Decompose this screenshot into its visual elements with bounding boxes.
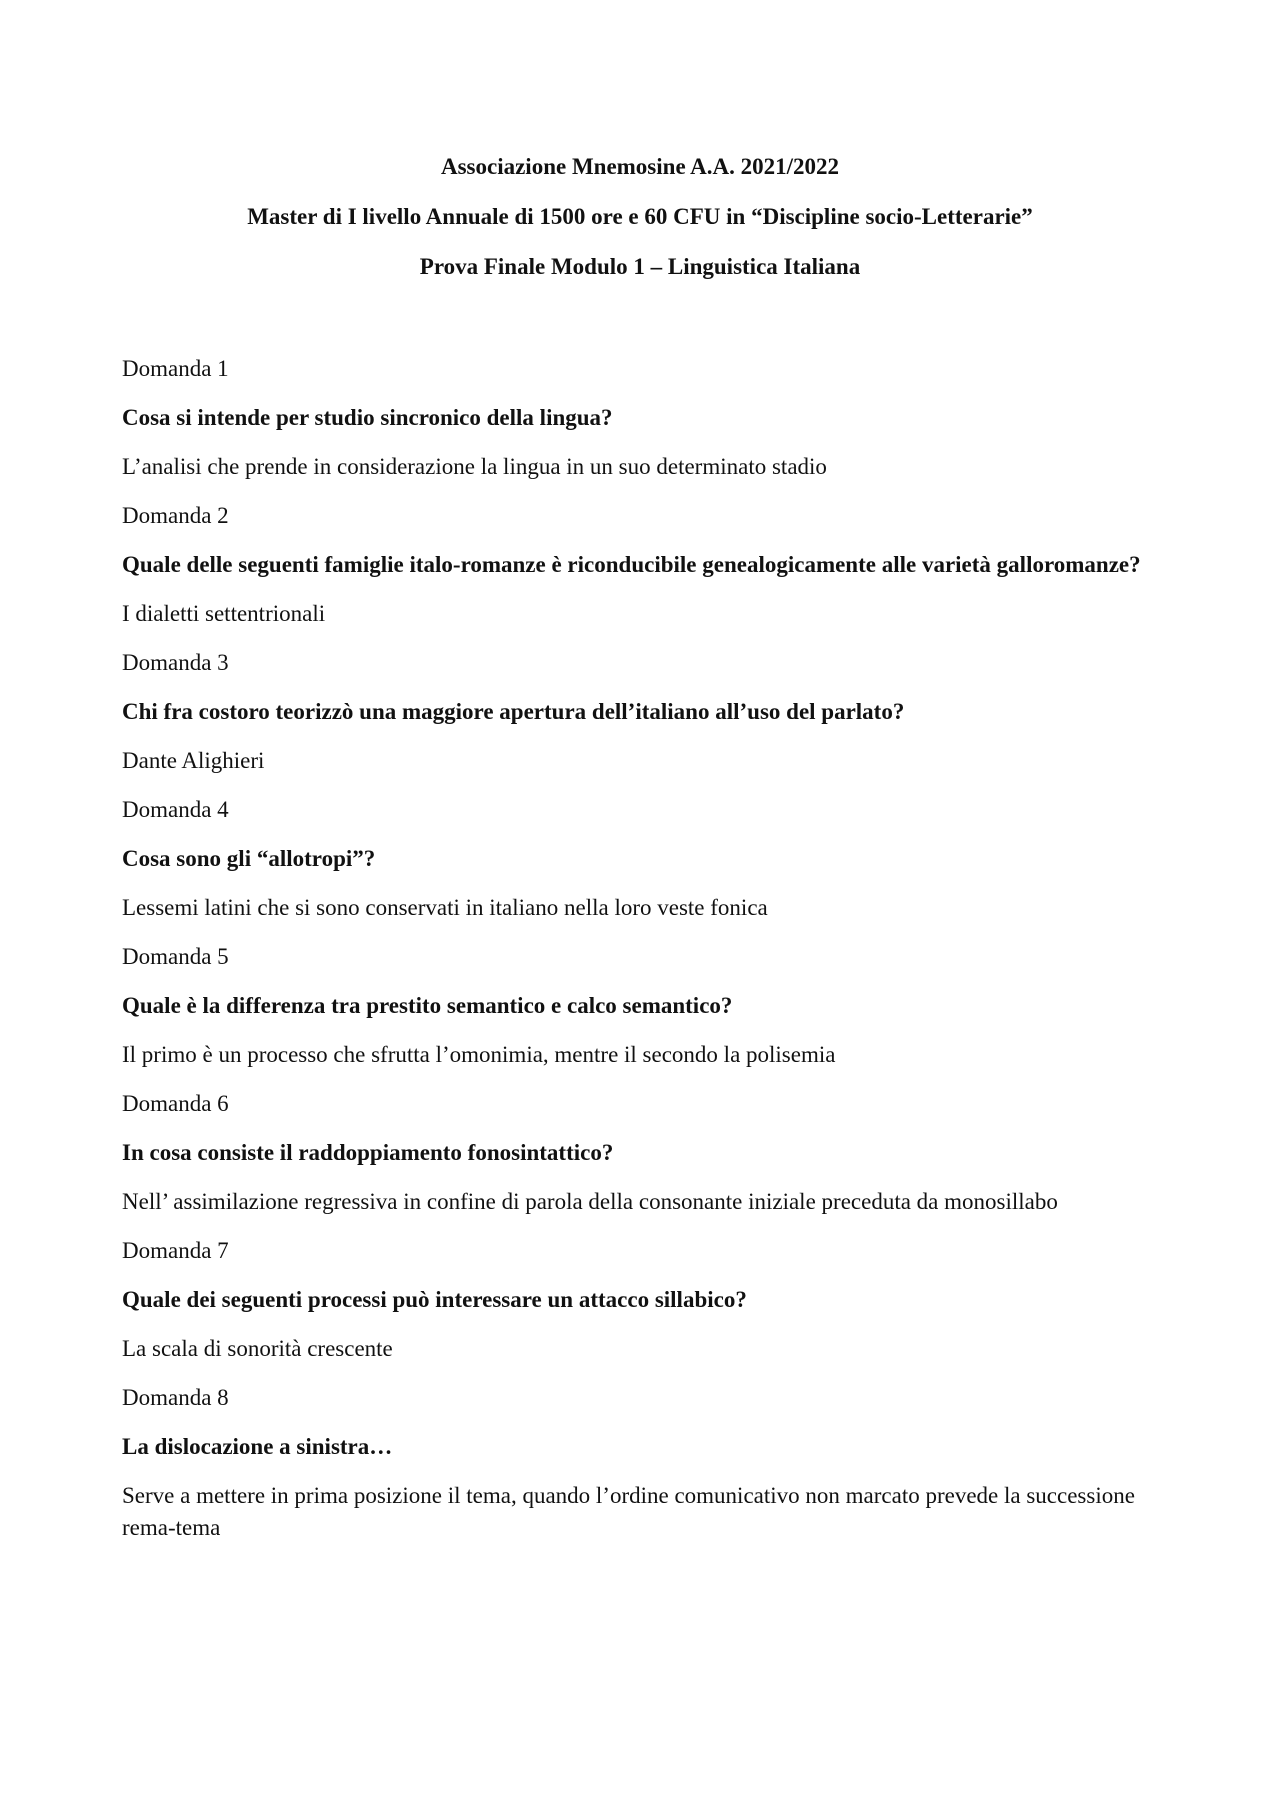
question-item-1 (122, 353, 1162, 483)
question-text: Chi fra costoro teorizzò una maggiore apertura dell’italiano all’uso del parlato? (122, 699, 905, 724)
question-number: Domanda 4 (122, 797, 229, 822)
question-number: Domanda 3 (122, 650, 229, 675)
answer-text: Nell’ assimilazione regressiva in confine di parola della consonante iniziale preceduta da monosillabo (122, 1189, 1058, 1214)
question-text: Cosa si intende per studio sincronico della lingua? (122, 405, 613, 430)
answer-text: Lessemi latini che si sono conservati in italiano nella loro veste fonica (122, 895, 768, 920)
answer-text: Serve a mettere in prima posizione il tema, quando l’ordine comunicativo non marcato prevede la successione rema-tema (122, 1483, 1135, 1540)
answer-text: I dialetti settentrionali (122, 601, 326, 626)
question-item-6 (122, 1088, 1162, 1218)
answer-text: Il primo è un processo che sfrutta l’omonimia, mentre il secondo la polisemia (122, 1042, 836, 1067)
question-text: Quale delle seguenti famiglie italo-romanze è riconducibile genealogicamente alle varietà galloromanze? (122, 552, 1141, 577)
question-item-4 (122, 794, 1162, 924)
question-number: Domanda 5 (122, 944, 229, 969)
question-item-3 (122, 647, 1162, 777)
question-text: Quale è la differenza tra prestito semantico e calco semantico? (122, 993, 733, 1018)
question-text: La dislocazione a sinistra… (122, 1434, 393, 1459)
header-master: Master di I livello Annuale di 1500 ore e 60 CFU in “Discipline socio-Letterarie” (247, 204, 1033, 229)
answer-text: Dante Alighieri (122, 748, 265, 773)
question-number: Domanda 1 (122, 356, 229, 381)
question-number: Domanda 6 (122, 1091, 229, 1116)
question-number: Domanda 7 (122, 1238, 229, 1263)
document-header (0, 153, 1280, 303)
question-item-8 (122, 1382, 1162, 1544)
question-list (122, 353, 1162, 1561)
question-text: Quale dei seguenti processi può interessare un attacco sillabico? (122, 1287, 747, 1312)
question-text: Cosa sono gli “allotropi”? (122, 846, 376, 871)
question-text: In cosa consiste il raddoppiamento fonosintattico? (122, 1140, 614, 1165)
answer-text: L’analisi che prende in considerazione la lingua in un suo determinato stadio (122, 454, 827, 479)
header-exam-title: Prova Finale Modulo 1 – Linguistica Italiana (419, 254, 861, 279)
question-number: Domanda 8 (122, 1385, 229, 1410)
question-item-5 (122, 941, 1162, 1071)
header-association: Associazione Mnemosine A.A. 2021/2022 (440, 154, 839, 179)
question-item-7 (122, 1235, 1162, 1365)
question-item-2 (122, 500, 1162, 630)
answer-text: La scala di sonorità crescente (122, 1336, 393, 1361)
question-number: Domanda 2 (122, 503, 229, 528)
